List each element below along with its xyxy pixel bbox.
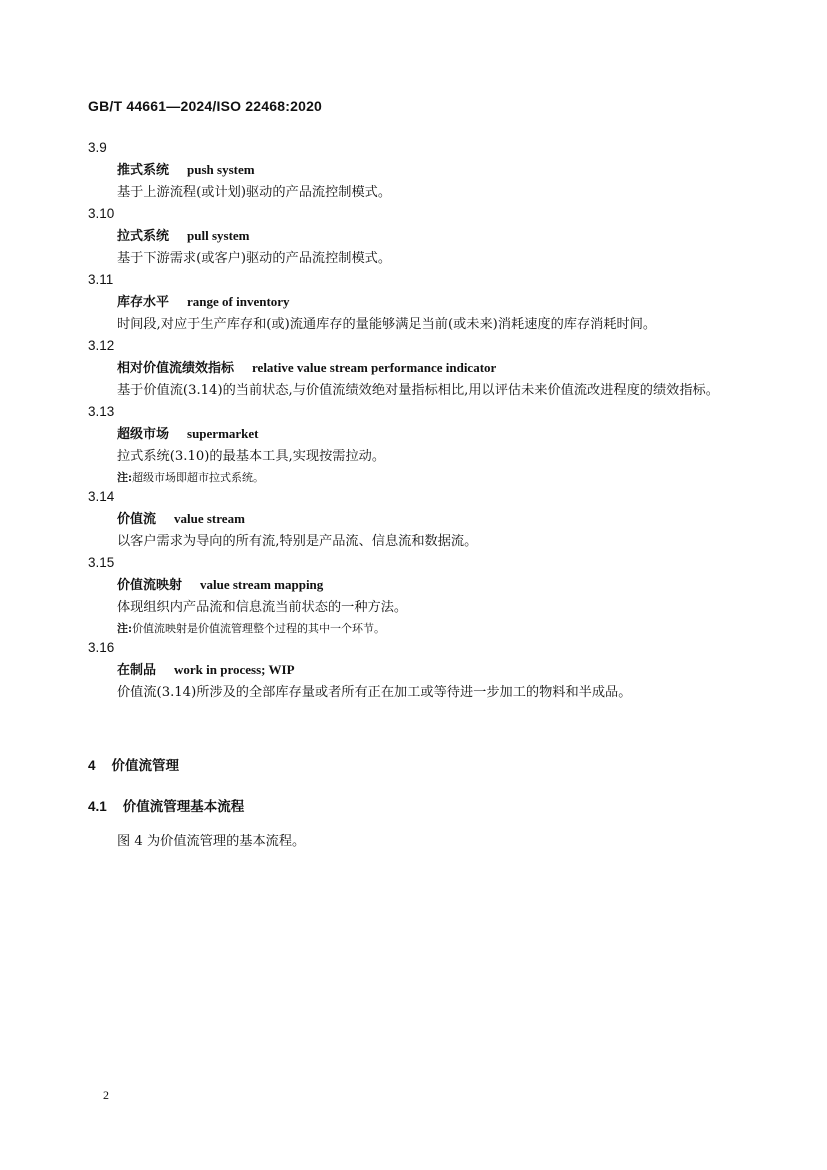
term-zh: 拉式系统 [117, 229, 170, 244]
entry-number: 3.11 [88, 272, 114, 287]
section-heading-4-1 [88, 795, 244, 815]
term-entry-3-13 [88, 402, 738, 487]
term-en: value stream mapping [200, 577, 324, 592]
entry-number: 3.10 [88, 206, 115, 221]
term-en: pull system [187, 228, 250, 243]
entry-number: 3.14 [88, 489, 115, 504]
entry-term [117, 508, 738, 530]
term-zh: 在制品 [117, 663, 157, 678]
term-zh: 相对价值流绩效指标 [117, 361, 235, 376]
note-label: 注: [117, 471, 133, 484]
term-entries [88, 138, 738, 704]
term-zh: 价值流 [117, 512, 157, 527]
term-entry-3-9 [88, 138, 738, 204]
entry-number: 3.9 [88, 140, 107, 155]
note-text: 超级市场即超市拉式系统。 [132, 471, 265, 484]
section-number: 4.1 [88, 799, 107, 814]
entry-definition: 基于上游流程(或计划)驱动的产品流控制模式。 [117, 185, 392, 200]
entry-number: 3.16 [88, 640, 115, 655]
term-en: work in process; WIP [174, 662, 295, 677]
section-paragraph: 图 4 为价值流管理的基本流程。 [117, 834, 306, 849]
entry-term [117, 225, 738, 247]
standard-code-header: GB/T 44661—2024/ISO 22468:2020 [88, 98, 323, 114]
entry-definition: 时间段,对应于生产库存和(或)流通库存的量能够满足当前(或未来)消耗速度的库存消耗时间。 [117, 317, 657, 332]
entry-definition: 基于下游需求(或客户)驱动的产品流控制模式。 [117, 251, 392, 266]
entry-note [117, 468, 738, 487]
term-entry-3-10 [88, 204, 738, 270]
term-zh: 推式系统 [117, 163, 170, 178]
entry-definition: 体现组织内产品流和信息流当前状态的一种方法。 [117, 600, 408, 615]
term-entry-3-14 [88, 487, 738, 553]
term-en: push system [187, 162, 255, 177]
entry-definition: 价值流(3.14)所涉及的全部库存量或者所有正在加工或等待进一步加工的物料和半成品。 [117, 685, 632, 700]
entry-definition: 以客户需求为导向的所有流,特别是产品流、信息流和数据流。 [117, 534, 478, 549]
page-number: 2 [103, 1088, 109, 1102]
entry-term [117, 659, 738, 681]
section-number: 4 [88, 758, 96, 773]
entry-term [117, 357, 738, 379]
term-zh: 库存水平 [117, 295, 170, 310]
entry-definition: 拉式系统(3.10)的最基本工具,实现按需拉动。 [117, 449, 386, 464]
entry-number: 3.13 [88, 404, 115, 419]
entry-number: 3.12 [88, 338, 115, 353]
entry-term [117, 291, 738, 313]
section-title: 价值流管理 [111, 758, 180, 773]
section-heading-4 [88, 754, 179, 774]
entry-term [117, 423, 738, 445]
term-entry-3-16 [88, 638, 738, 704]
entry-definition: 基于价值流(3.14)的当前状态,与价值流绩效绝对量指标相比,用以评估未来价值流改进程度的绩效指标。 [117, 383, 719, 398]
entry-number: 3.15 [88, 555, 115, 570]
term-entry-3-15 [88, 553, 738, 638]
term-zh: 超级市场 [117, 427, 170, 442]
entry-term [117, 574, 738, 596]
entry-term [117, 159, 738, 181]
note-label: 注: [117, 622, 133, 635]
entry-note [117, 619, 738, 638]
term-en: relative value stream performance indicator [252, 360, 497, 375]
term-en: range of inventory [187, 294, 290, 309]
section-title: 价值流管理基本流程 [122, 799, 245, 814]
term-entry-3-12 [88, 336, 738, 402]
term-en: value stream [174, 511, 245, 526]
note-text: 价值流映射是价值流管理整个过程的其中一个环节。 [132, 622, 386, 635]
term-entry-3-11 [88, 270, 738, 336]
term-zh: 价值流映射 [117, 578, 183, 593]
term-en: supermarket [187, 426, 259, 441]
